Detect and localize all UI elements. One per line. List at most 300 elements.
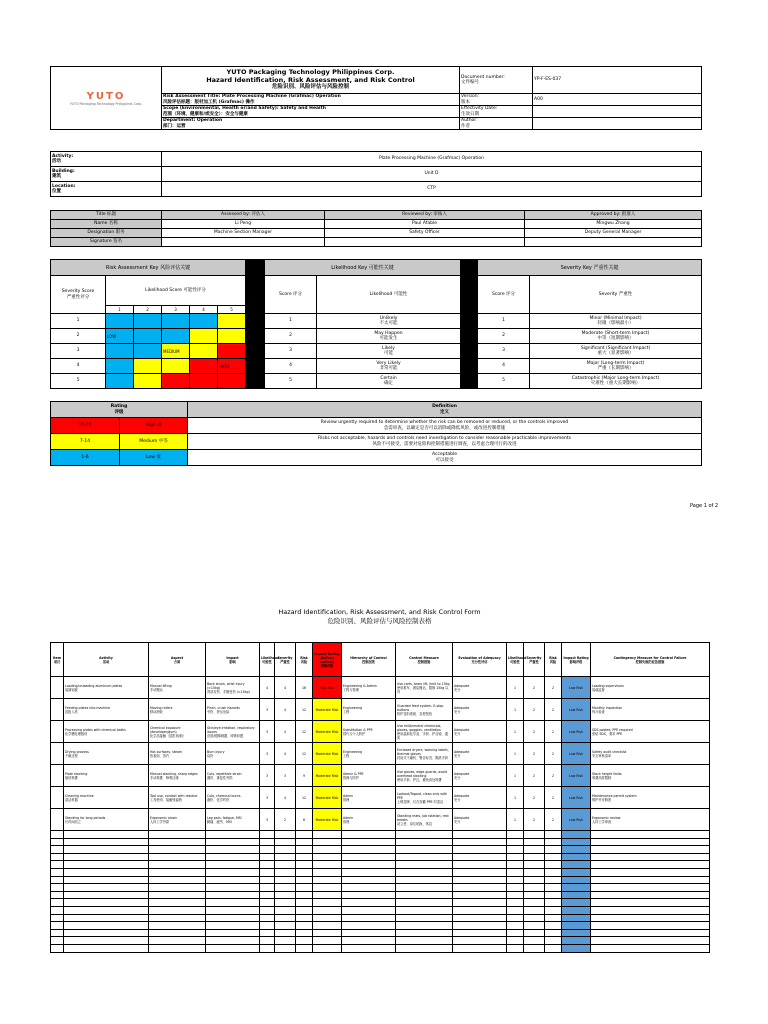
empty-cell xyxy=(149,861,206,869)
empty-cell xyxy=(591,929,710,937)
item-cell xyxy=(51,743,64,765)
empty-cell xyxy=(562,906,591,914)
empty-cell xyxy=(313,853,342,861)
activity-label-cn: 活动 xyxy=(52,159,61,164)
empty-cell xyxy=(275,831,296,839)
impact-rating-cell: Moderate Risk xyxy=(313,743,342,765)
contingency-cell-en: Loading supervision xyxy=(592,683,624,688)
empty-cell xyxy=(342,906,396,914)
control-cell-cn: 站立垫、岗位轮换、休息 xyxy=(397,821,433,826)
empty-cell xyxy=(206,944,260,952)
likelihood-score-4: 4 xyxy=(265,359,317,374)
empty-cell xyxy=(51,861,64,869)
empty-cell xyxy=(507,838,524,846)
key-divider-2 xyxy=(461,260,478,389)
col-header-cn: 可能性 xyxy=(510,659,520,664)
impact-cell xyxy=(206,809,260,831)
empty-cell xyxy=(562,831,591,839)
empty-cell xyxy=(206,838,260,846)
severity-item-en: Major (Long-term Impact) xyxy=(586,360,645,366)
matrix-cell xyxy=(162,314,190,329)
empty-cell xyxy=(296,868,313,876)
department-text: Department: Operation xyxy=(163,118,223,123)
empty-cell xyxy=(206,868,260,876)
empty-cell xyxy=(453,891,507,899)
likelihood-item-cn: 可能 xyxy=(384,351,394,356)
severity2-cell: 2 xyxy=(524,765,545,787)
evaluation-cell xyxy=(453,677,507,699)
aspect-cell-cn: 手动搬运 xyxy=(150,687,163,692)
empty-cell xyxy=(260,868,275,876)
empty-cell xyxy=(453,944,507,952)
approved-name: Mingwu Zhang xyxy=(525,220,702,229)
reviewed-signature xyxy=(325,238,525,247)
matrix-cell xyxy=(162,329,190,344)
activity-cell-en: Processing plates with chemical baths xyxy=(65,727,126,732)
empty-cell xyxy=(524,944,545,952)
empty-cell xyxy=(260,846,275,854)
empty-cell xyxy=(149,868,206,876)
severity-item-cn: 中等（短期影响） xyxy=(597,336,634,341)
matrix-cell xyxy=(106,374,134,389)
control-cell xyxy=(396,809,453,831)
severity2-cell: 2 xyxy=(524,699,545,721)
matrix-cell xyxy=(134,329,162,344)
empty-cell xyxy=(396,846,453,854)
hierarchy-cell-cn: 管理 xyxy=(343,819,350,824)
empty-cell xyxy=(545,861,562,869)
likelihood-col: Likelihood 可能性 xyxy=(317,276,461,314)
empty-cell xyxy=(396,876,453,884)
empty-cell xyxy=(545,929,562,937)
keys-table xyxy=(50,259,702,389)
empty-cell xyxy=(260,899,275,907)
hierarchy-cell xyxy=(342,787,396,809)
evaluation-cell xyxy=(453,743,507,765)
empty-cell xyxy=(296,937,313,945)
evaluation-cell xyxy=(453,809,507,831)
col-header-cn: 充分性评估 xyxy=(471,659,488,664)
empty-cell xyxy=(545,899,562,907)
empty-cell xyxy=(591,944,710,952)
likelihood-score-col: Score 评分 xyxy=(265,276,317,314)
impact-cell xyxy=(206,765,260,787)
likelihood2-cell: 1 xyxy=(507,721,524,743)
control-cell xyxy=(396,677,453,699)
empty-cell xyxy=(149,884,206,892)
matrix-col-1: 1 xyxy=(106,306,134,314)
empty-cell xyxy=(396,899,453,907)
empty-cell xyxy=(149,922,206,930)
col-header-cn: 严重性 xyxy=(529,659,539,664)
empty-cell xyxy=(51,899,64,907)
empty-cell xyxy=(507,884,524,892)
likelihood-cell: 3 xyxy=(260,765,275,787)
table-row xyxy=(51,743,710,765)
risk2-cell: 2 xyxy=(545,699,562,721)
impact-rating2-cell: Low Risk xyxy=(562,743,591,765)
rating-range-low: 1-6 xyxy=(51,450,120,466)
empty-cell xyxy=(524,838,545,846)
empty-cell xyxy=(149,929,206,937)
empty-cell xyxy=(562,846,591,854)
author-label: Author: xyxy=(461,118,478,123)
aspect-cell-cn: 人体工学劳损 xyxy=(150,819,170,824)
rating-def-high xyxy=(188,418,702,434)
form-col-header xyxy=(342,643,396,677)
control-cell xyxy=(396,699,453,721)
table-row xyxy=(51,831,710,839)
empty-cell xyxy=(296,838,313,846)
empty-cell xyxy=(396,868,453,876)
approved-label: Approved by: 批准人 xyxy=(525,211,702,220)
evaluation-cell-cn: 充分 xyxy=(454,797,461,802)
col-header-cn: 项目 xyxy=(53,659,61,664)
table-row xyxy=(51,914,710,922)
likelihood-item-4 xyxy=(317,359,461,374)
likelihood-cell: 3 xyxy=(260,721,275,743)
form-col-header xyxy=(275,643,296,677)
empty-cell xyxy=(453,929,507,937)
low-label: LOW xyxy=(106,329,134,344)
empty-cell xyxy=(64,929,149,937)
empty-cell xyxy=(64,868,149,876)
empty-cell xyxy=(524,853,545,861)
empty-cell xyxy=(275,922,296,930)
severity-item-4 xyxy=(530,359,702,374)
empty-cell xyxy=(396,884,453,892)
control-cell-en: Use gloves, edge guards, avoid overhead stacking xyxy=(397,769,448,778)
contingency-cell xyxy=(591,677,710,699)
hierarchy-cell-cn: 管理与防护 xyxy=(343,775,359,780)
empty-cell xyxy=(396,853,453,861)
empty-cell xyxy=(342,838,396,846)
empty-cell xyxy=(453,868,507,876)
activity-cell-en: Feeding plates into machine xyxy=(65,705,111,710)
empty-cell xyxy=(51,944,64,952)
empty-cell xyxy=(545,922,562,930)
impact-cell-cn: 割伤、化学灼伤 xyxy=(207,797,230,802)
evaluation-cell-cn: 充分 xyxy=(454,687,461,692)
yuto-logo: YUTO xyxy=(86,90,126,102)
col-header-en: Risk xyxy=(549,655,557,660)
empty-cell xyxy=(591,914,710,922)
hierarchy-cell-en: Engineering xyxy=(343,749,363,754)
likelihood2-cell: 1 xyxy=(507,743,524,765)
hazard-form-table xyxy=(50,642,710,953)
severity-item-5 xyxy=(530,374,702,389)
empty-cell xyxy=(296,891,313,899)
evaluation-cell xyxy=(453,765,507,787)
empty-cell xyxy=(275,906,296,914)
empty-cell xyxy=(206,853,260,861)
control-cell-en: Standing mats, job rotation, rest breaks xyxy=(397,813,449,822)
severity-score-1: 1 xyxy=(478,314,530,329)
likelihood-item-en: Certain xyxy=(380,375,397,381)
empty-cell xyxy=(562,884,591,892)
col-header-cn: 方面 xyxy=(173,659,181,664)
activity-cell-cn: 清洁机器 xyxy=(65,797,78,802)
control-cell-en: Use mild/neutral chemicals, gloves, goggles, ventilation xyxy=(397,723,442,732)
matrix-cell xyxy=(218,329,246,344)
empty-cell xyxy=(396,906,453,914)
col-header-cn: 风险 xyxy=(549,659,557,664)
table-row xyxy=(51,891,710,899)
empty-cell xyxy=(342,944,396,952)
severity-score-2: 2 xyxy=(478,329,530,344)
aspect-cell xyxy=(149,699,206,721)
empty-cell xyxy=(296,853,313,861)
severity-cell: 3 xyxy=(275,765,296,787)
impact-cell-cn: 烧伤 xyxy=(207,753,214,758)
col-header-en: Severity xyxy=(526,655,542,660)
empty-cell xyxy=(453,937,507,945)
impact-cell-en: Cuts, chemical burns xyxy=(207,793,241,798)
hierarchy-cell xyxy=(342,677,396,699)
impact-cell-en: Cuts, repetitive strain xyxy=(207,771,242,776)
empty-cell xyxy=(545,868,562,876)
activity-cell xyxy=(64,809,149,831)
aspect-cell-cn: 移动滚轮 xyxy=(150,709,163,714)
impact-rating2-cell: Low Risk xyxy=(562,809,591,831)
matrix-cell xyxy=(106,314,134,329)
severity2-cell: 2 xyxy=(524,809,545,831)
control-cell xyxy=(396,743,453,765)
likelihood-cell: 3 xyxy=(260,743,275,765)
col-header-en: Risk xyxy=(300,655,308,660)
empty-cell xyxy=(453,922,507,930)
evaluation-cell-cn: 充分 xyxy=(454,731,461,736)
empty-cell xyxy=(206,914,260,922)
hierarchy-cell-cn: 管理 xyxy=(343,797,350,802)
empty-cell xyxy=(342,846,396,854)
empty-cell xyxy=(453,846,507,854)
empty-cell xyxy=(524,914,545,922)
empty-cell xyxy=(260,861,275,869)
activity-cell-en: Cleaning machine xyxy=(65,793,94,798)
assessed-signature xyxy=(162,238,325,247)
empty-cell xyxy=(64,876,149,884)
matrix-cell xyxy=(218,374,246,389)
empty-cell xyxy=(260,944,275,952)
empty-cell xyxy=(562,937,591,945)
empty-cell xyxy=(396,914,453,922)
severity-score-label: Severity Score xyxy=(61,289,95,294)
col-header-en: Likelihood xyxy=(261,655,280,660)
aspect-cell xyxy=(149,743,206,765)
empty-cell xyxy=(591,861,710,869)
empty-cell xyxy=(206,884,260,892)
control-cell-cn: 使用手套、护边，避免高处堆叠 xyxy=(397,777,442,782)
likelihood-score-3: 3 xyxy=(265,344,317,359)
form-col-header xyxy=(51,643,64,677)
aspect-cell xyxy=(149,721,206,743)
empty-cell xyxy=(64,922,149,930)
matrix-cell xyxy=(106,359,134,374)
empty-cell xyxy=(453,884,507,892)
evaluation-cell-cn: 充分 xyxy=(454,819,461,824)
empty-cell xyxy=(591,899,710,907)
key-divider-1 xyxy=(246,260,265,389)
empty-cell xyxy=(562,914,591,922)
likelihood-item-2 xyxy=(317,329,461,344)
item-cell xyxy=(51,721,64,743)
empty-cell xyxy=(313,861,342,869)
col-header-en: Evaluation of Adequacy xyxy=(458,655,501,660)
empty-cell xyxy=(64,884,149,892)
evaluation-cell xyxy=(453,787,507,809)
table-row xyxy=(51,699,710,721)
form-col-header xyxy=(396,643,453,677)
empty-cell xyxy=(562,929,591,937)
definition-header xyxy=(188,402,702,418)
empty-cell xyxy=(396,922,453,930)
matrix-cell xyxy=(106,344,134,359)
empty-cell xyxy=(562,922,591,930)
empty-cell xyxy=(51,906,64,914)
evaluation-cell-en: Adequate xyxy=(454,705,470,710)
empty-cell xyxy=(524,891,545,899)
severity-cell: 4 xyxy=(275,743,296,765)
reviewed-label: Reviewed by: 审核人 xyxy=(325,211,525,220)
empty-cell xyxy=(342,861,396,869)
severity-score-col: Score 评分 xyxy=(478,276,530,314)
empty-cell xyxy=(51,853,64,861)
impact-cell-en: Leg pain, fatigue, MSI xyxy=(207,815,242,820)
likelihood-cell: 3 xyxy=(260,699,275,721)
risk-title-cell xyxy=(162,94,460,106)
evaluation-cell-en: Adequate xyxy=(454,727,470,732)
impact-cell xyxy=(206,721,260,743)
author-value xyxy=(533,118,702,130)
col-header-en: Impact Rating (before control) xyxy=(314,651,340,664)
empty-cell xyxy=(296,906,313,914)
empty-cell xyxy=(296,944,313,952)
department-cell xyxy=(162,118,460,130)
impact-cell xyxy=(206,699,260,721)
empty-cell xyxy=(507,922,524,930)
empty-cell xyxy=(275,937,296,945)
rating-def-low xyxy=(188,450,702,466)
col-header-en: Severity xyxy=(277,655,293,660)
empty-cell xyxy=(524,831,545,839)
empty-cell xyxy=(591,831,710,839)
empty-cell xyxy=(545,891,562,899)
empty-cell xyxy=(313,929,342,937)
page-number: Page 1 of 2 xyxy=(690,503,719,509)
empty-cell xyxy=(507,868,524,876)
empty-cell xyxy=(342,868,396,876)
risk2-cell: 2 xyxy=(545,743,562,765)
empty-cell xyxy=(149,899,206,907)
severity-item-en: Significant (Significant Impact) xyxy=(580,345,651,351)
empty-cell xyxy=(562,944,591,952)
building-label: Building: xyxy=(52,168,75,174)
empty-cell xyxy=(313,891,342,899)
matrix-cell xyxy=(190,359,218,374)
col-header-cn: 影响评级 xyxy=(569,659,583,664)
table-row xyxy=(51,876,710,884)
empty-cell xyxy=(260,838,275,846)
empty-cell xyxy=(296,914,313,922)
matrix-cell xyxy=(162,359,190,374)
empty-cell xyxy=(524,906,545,914)
severity2-cell: 2 xyxy=(524,743,545,765)
empty-cell xyxy=(260,937,275,945)
matrix-cell xyxy=(190,329,218,344)
empty-cell xyxy=(296,899,313,907)
aspect-cell-en: Ergonomic strain xyxy=(150,815,178,820)
hierarchy-cell-en: Admin & PPE xyxy=(343,771,364,776)
risk2-cell: 2 xyxy=(545,765,562,787)
hierarchy-cell-en: Substitution & PPE xyxy=(343,727,373,732)
empty-cell xyxy=(206,891,260,899)
table-row xyxy=(51,937,710,945)
activity-cell-cn: 干燥过程 xyxy=(65,753,78,758)
empty-cell xyxy=(396,838,453,846)
activity-cell xyxy=(64,787,149,809)
control-cell-en: Lockout/Tagout, clean only with PPE xyxy=(397,791,448,800)
empty-cell xyxy=(64,937,149,945)
empty-cell xyxy=(342,914,396,922)
col-header-en: Control Measure xyxy=(409,655,439,660)
rating-def-en: Review urgently required to determine whether the risk can be removed or reduced, or the controls improved xyxy=(320,420,569,425)
matrix-col-3: 3 xyxy=(162,306,190,314)
table-row xyxy=(51,721,710,743)
table-row xyxy=(51,899,710,907)
aspect-cell-en: Manual lifting xyxy=(150,683,172,688)
doc-title-cn: 危险识别、风险评估与风险控制 xyxy=(271,84,349,91)
empty-cell xyxy=(206,876,260,884)
contingency-cell-cn: 堆叠高度限制 xyxy=(592,775,612,780)
empty-cell xyxy=(51,891,64,899)
risk-cell: 9 xyxy=(296,765,313,787)
form-col-header xyxy=(260,643,280,677)
version-value: A00 xyxy=(533,94,702,106)
building-label-cell xyxy=(51,167,162,182)
empty-cell xyxy=(206,861,260,869)
empty-cell xyxy=(342,853,396,861)
empty-cell xyxy=(342,937,396,945)
activity-cell-en: Drying process xyxy=(65,749,89,754)
empty-cell xyxy=(260,914,275,922)
control-cell-en: Guarded feed system, E-stop buttons xyxy=(397,703,444,712)
empty-cell xyxy=(342,884,396,892)
col-header-cn: 活动 xyxy=(102,659,110,664)
likelihood-item-en: Likely xyxy=(382,345,395,351)
contingency-cell xyxy=(591,743,710,765)
empty-cell xyxy=(149,914,206,922)
doc-number-value: YP-F-ES-037 xyxy=(533,67,702,94)
rating-table xyxy=(50,401,702,466)
risk2-cell: 2 xyxy=(545,677,562,699)
empty-cell xyxy=(562,861,591,869)
severity-cell: 4 xyxy=(275,721,296,743)
contingency-cell xyxy=(591,721,710,743)
impact-rating-cell: Moderate Risk xyxy=(313,787,342,809)
empty-cell xyxy=(51,922,64,930)
risk-cell: 12 xyxy=(296,699,313,721)
form-title: Hazard Identification, Risk Assessment, and Risk Control Form xyxy=(278,608,481,616)
control-cell-en: Enclosed dryers, warning labels, thermal gloves xyxy=(397,747,449,756)
empty-cell xyxy=(275,891,296,899)
impact-cell-cn: 割伤、重复性劳损 xyxy=(207,775,233,780)
version-label-cn: 版本 xyxy=(461,99,470,105)
empty-cell xyxy=(562,853,591,861)
contingency-cell-en: Ergonomic review xyxy=(592,815,621,820)
col-header-cn: 控制层级 xyxy=(362,659,375,664)
empty-cell xyxy=(64,906,149,914)
